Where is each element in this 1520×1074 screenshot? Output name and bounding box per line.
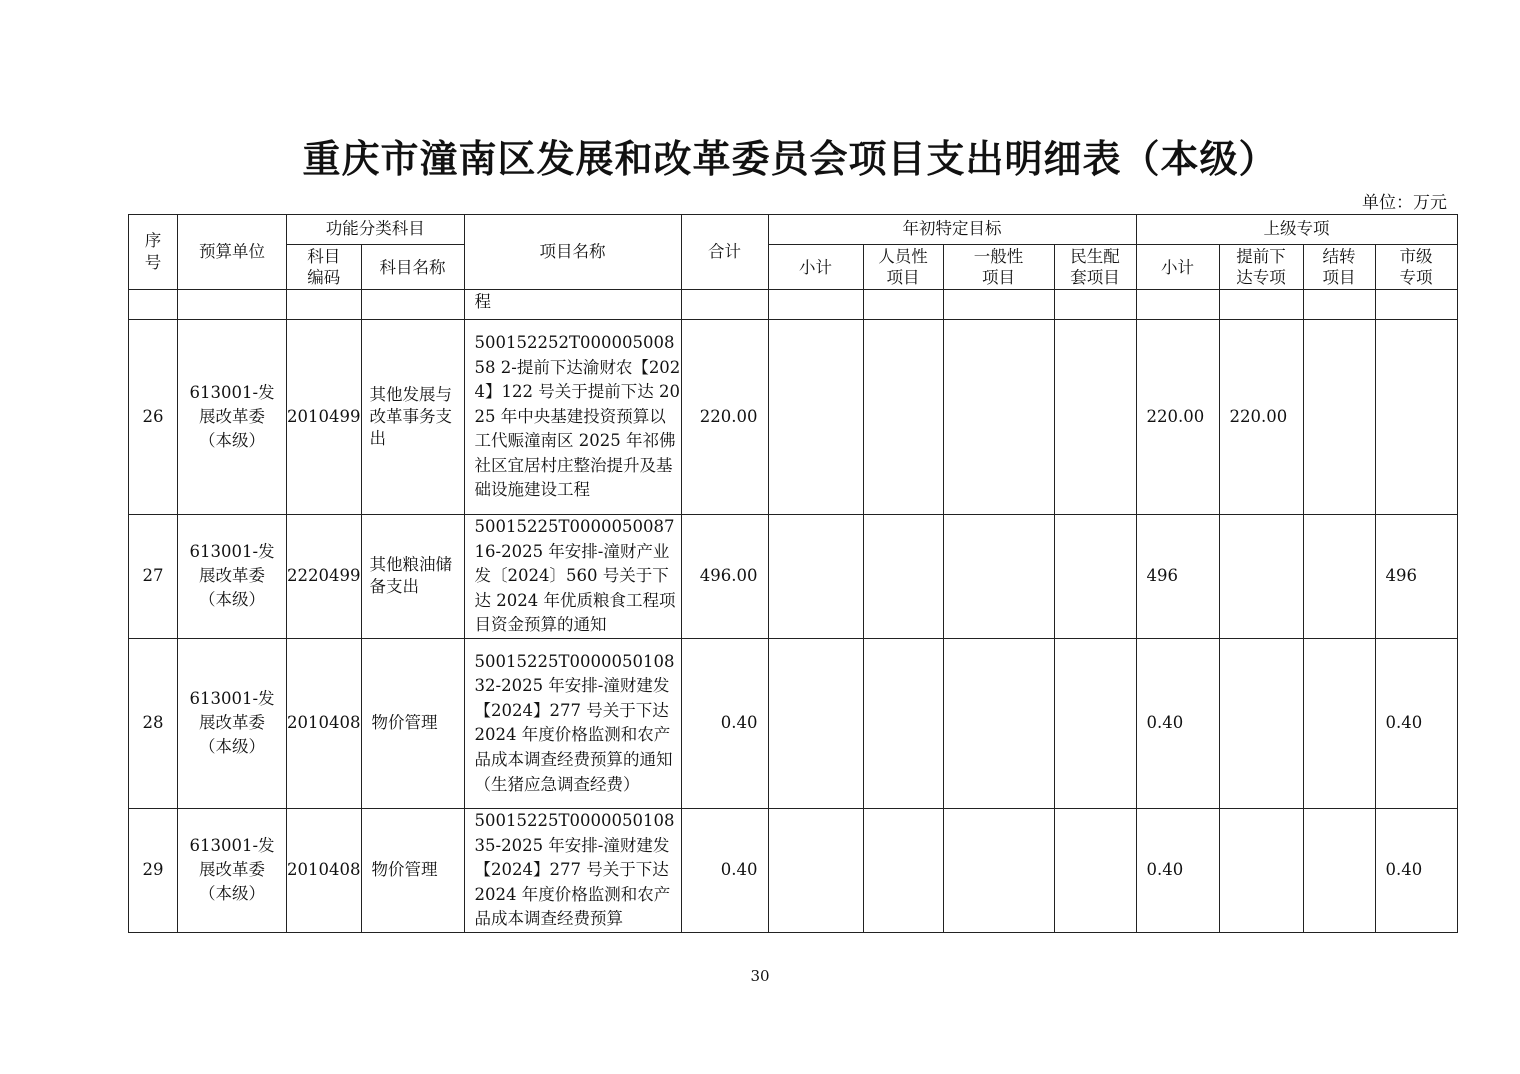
header-subject-name: 科目名称: [361, 245, 464, 290]
header-seq: 序号: [129, 215, 178, 290]
row-sp-subtotal: 496: [1136, 515, 1219, 639]
row-budget-unit: 613001-发展改革委（本级）: [178, 320, 287, 515]
row-at-general: [943, 320, 1054, 515]
page-title: 重庆市潼南区发展和改革委员会项目支出明细表（本级）: [302, 136, 1278, 181]
row-subject-code: 2010408: [287, 638, 362, 808]
row-seq: 26: [129, 320, 178, 515]
row-sp-carry: [1303, 515, 1375, 639]
header-project-name: 项目名称: [464, 215, 681, 290]
header-at-livelihood: 民生配套项目: [1054, 245, 1136, 290]
header-sp-advance: 提前下达专项: [1219, 245, 1303, 290]
header-func-class: 功能分类科目: [287, 215, 465, 245]
page-number: 30: [750, 967, 770, 985]
row-at-general: [943, 808, 1054, 932]
budget-table: [128, 214, 1458, 933]
row-at-general: [943, 515, 1054, 639]
header-annual-target: 年初特定目标: [768, 215, 1136, 245]
row-sp-city: [1375, 320, 1457, 515]
row-sp-carry: [1303, 808, 1375, 932]
row-budget-unit: 613001-发展改革委（本级）: [178, 808, 287, 932]
header-sp-carry: 结转项目: [1303, 245, 1375, 290]
row-at-livelihood: [1054, 515, 1136, 639]
row-project-name: 500152252T00000500858 2-提前下达渝财农【2024】122 号关于提前下达 2025 年中央基建投资预算以工代赈潼南区 2025 年祁佛社区宜居村庄整治提升及基础设施建设工程: [464, 320, 681, 515]
row-sp-subtotal: 220.00: [1136, 320, 1219, 515]
header-budget-unit: 预算单位: [178, 215, 287, 290]
row-subject-code: 2010408: [287, 808, 362, 932]
table-row: [129, 515, 1458, 639]
row-at-personnel: [863, 638, 943, 808]
table-row: [129, 320, 1458, 515]
header-sp-subtotal: 小计: [1136, 245, 1219, 290]
row-sp-advance: 220.00: [1219, 320, 1303, 515]
header-at-personnel: 人员性项目: [863, 245, 943, 290]
row-sp-city: 0.40: [1375, 638, 1457, 808]
header-at-general: 一般性项目: [943, 245, 1054, 290]
row-at-subtotal: [768, 515, 863, 639]
row-subject-name: 物价管理: [361, 638, 464, 808]
row-subject-name: 其他发展与改革事务支出: [361, 320, 464, 515]
row-total: 220.00: [681, 320, 768, 515]
header-row-2: [129, 245, 1458, 290]
row-total: 0.40: [681, 808, 768, 932]
row-subject-name: 物价管理: [361, 808, 464, 932]
row-sp-subtotal: 0.40: [1136, 808, 1219, 932]
row-subject-name: 其他粮油储备支出: [361, 515, 464, 639]
header-sp-city: 市级专项: [1375, 245, 1457, 290]
unit-label: 单位：万元: [1362, 193, 1447, 213]
row-at-subtotal: [768, 638, 863, 808]
row-project-name: 50015225T000005010832-2025 年安排-潼财建发【2024】277 号关于下达 2024 年度价格监测和农产品成本调查经费预算的通知（生猪应急调查经费）: [464, 638, 681, 808]
row-total: 496.00: [681, 515, 768, 639]
continuation-row: [129, 290, 1458, 320]
header-superior: 上级专项: [1136, 215, 1457, 245]
continuation-text: 程: [464, 290, 681, 320]
row-budget-unit: 613001-发展改革委（本级）: [178, 515, 287, 639]
row-at-livelihood: [1054, 320, 1136, 515]
row-at-livelihood: [1054, 638, 1136, 808]
row-seq: 28: [129, 638, 178, 808]
table-row: [129, 808, 1458, 932]
row-seq: 29: [129, 808, 178, 932]
header-row-1: [129, 215, 1458, 245]
row-at-subtotal: [768, 320, 863, 515]
row-seq: 27: [129, 515, 178, 639]
row-budget-unit: 613001-发展改革委（本级）: [178, 638, 287, 808]
row-at-personnel: [863, 515, 943, 639]
header-subject-code: 科目编码: [287, 245, 362, 290]
row-sp-city: 496: [1375, 515, 1457, 639]
row-sp-advance: [1219, 808, 1303, 932]
row-sp-carry: [1303, 638, 1375, 808]
row-subject-code: 2010499: [287, 320, 362, 515]
row-at-personnel: [863, 320, 943, 515]
row-at-livelihood: [1054, 808, 1136, 932]
row-sp-subtotal: 0.40: [1136, 638, 1219, 808]
row-project-name: 50015225T000005010835-2025 年安排-潼财建发【2024】277 号关于下达 2024 年度价格监测和农产品成本调查经费预算: [464, 808, 681, 932]
row-at-subtotal: [768, 808, 863, 932]
row-at-personnel: [863, 808, 943, 932]
row-sp-advance: [1219, 515, 1303, 639]
row-total: 0.40: [681, 638, 768, 808]
table-row: [129, 638, 1458, 808]
header-total: 合计: [681, 215, 768, 290]
row-at-general: [943, 638, 1054, 808]
row-subject-code: 2220499: [287, 515, 362, 639]
header-at-subtotal: 小计: [768, 245, 863, 290]
row-sp-advance: [1219, 638, 1303, 808]
row-project-name: 50015225T000005008716-2025 年安排-潼财产业发〔2024〕560 号关于下达 2024 年优质粮食工程项目资金预算的通知: [464, 515, 681, 639]
row-sp-carry: [1303, 320, 1375, 515]
row-sp-city: 0.40: [1375, 808, 1457, 932]
